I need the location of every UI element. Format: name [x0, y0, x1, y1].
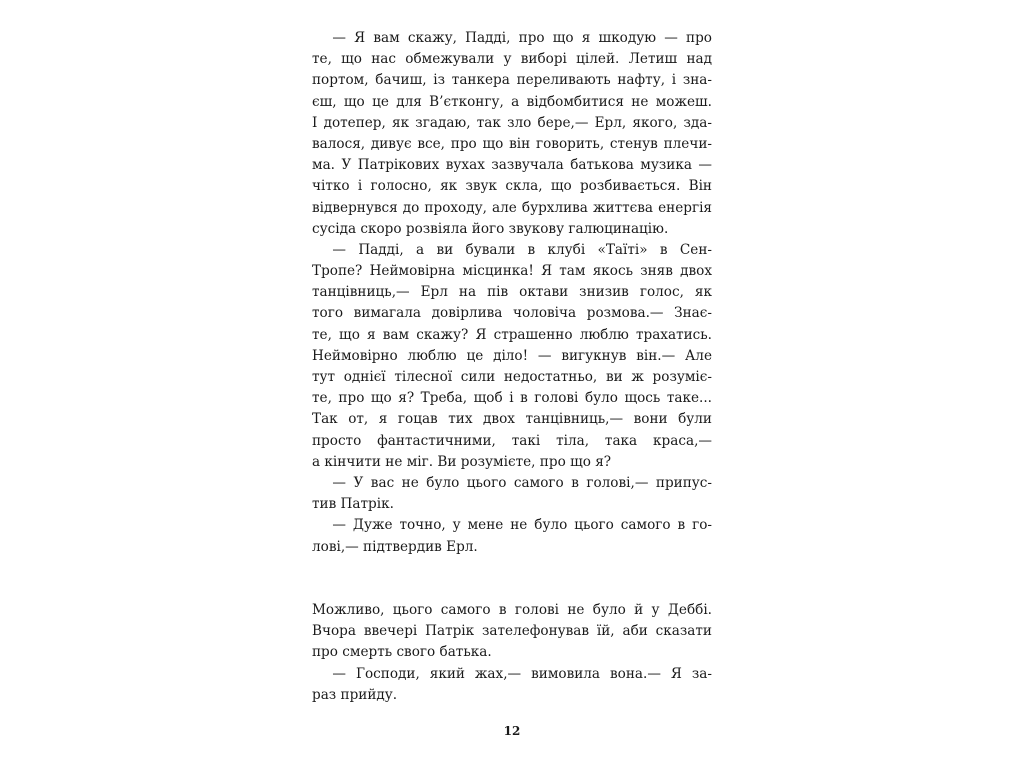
text-line: раз прийду. — [312, 686, 398, 703]
text-line: — Господи, який жах,— вимовила вона.— Я за- — [312, 665, 712, 682]
text-line: сусіда скоро розвіяла його звукову галюцинацію. — [312, 220, 669, 237]
text-line: Вчора ввечері Патрік зателефонував їй, аби сказати — [312, 623, 712, 640]
text-line: танцівниць,— Ерл на пів октави знизив голос, як — [312, 284, 712, 301]
text-line: просто фантастичними, такі тіла, така краса,— — [312, 432, 712, 449]
text-line: — У вас не було цього самого в голові,— припус- — [312, 474, 712, 491]
text-line: єш, що це для В’єтконгу, а відбомбитися не можеш. — [312, 93, 712, 110]
section-1 — [312, 28, 712, 558]
page-number: 12 — [503, 724, 521, 738]
text-line: Неймовірно люблю це діло! — вигукнув він.— Але — [312, 347, 712, 364]
text-line: відвернувся до проходу, але бурхлива життєва енергія — [312, 199, 712, 216]
text-line: тут однієї тілесної сили недостатньо, ви ж розуміє- — [312, 369, 712, 385]
text-line: те, що нас обмежували у виборі цілей. Летиш над — [312, 51, 712, 68]
text-line: — Я вам скажу, Падді, про що я шкодую — про — [312, 30, 712, 46]
text-line: лові,— підтвердив Ерл. — [312, 538, 478, 555]
text-line: Так от, я гоцав тих двох танцівниць,— вони були — [312, 411, 712, 428]
text-line: про смерть свого батька. — [312, 644, 492, 661]
text-line: чітко і голосно, як звук скла, що розбивається. Він — [312, 178, 712, 195]
text-line: валося, дивує все, про що він говорить, стенув плечи- — [312, 135, 712, 152]
text-line: Тропе? Неймовірна місцинка! Я там якось зняв двох — [312, 263, 712, 280]
text-line: портом, бачиш, із танкера переливають нафту, і зна- — [312, 72, 712, 89]
text-line: того вимагала довірлива чоловіча розмова.— Знає- — [312, 305, 712, 322]
section-break — [312, 558, 712, 600]
text-line: ма. У Патрікових вухах зазвучала батькова музика — — [312, 157, 712, 174]
text-line: те, що я вам скажу? Я страшенно люблю трахатись. — [312, 326, 712, 343]
text-line: те, про що я? Треба, щоб і в голові було щось таке... — [312, 390, 712, 407]
text-line: — Дуже точно, у мене не було цього самого в го- — [312, 517, 712, 534]
body-text — [312, 28, 712, 706]
text-line: І дотепер, як згадаю, так зло бере,— Ерл, якого, зда- — [312, 114, 712, 131]
text-line: — Падді, а ви бували в клубі «Таїті» в Сен- — [312, 241, 712, 258]
text-line: Можливо, цього самого в голові не було й у Деббі. — [312, 602, 712, 619]
text-line: тив Патрік. — [312, 496, 394, 513]
text-line: а кінчити не міг. Ви розумієте, про що я? — [312, 453, 612, 470]
section-2 — [312, 600, 712, 706]
